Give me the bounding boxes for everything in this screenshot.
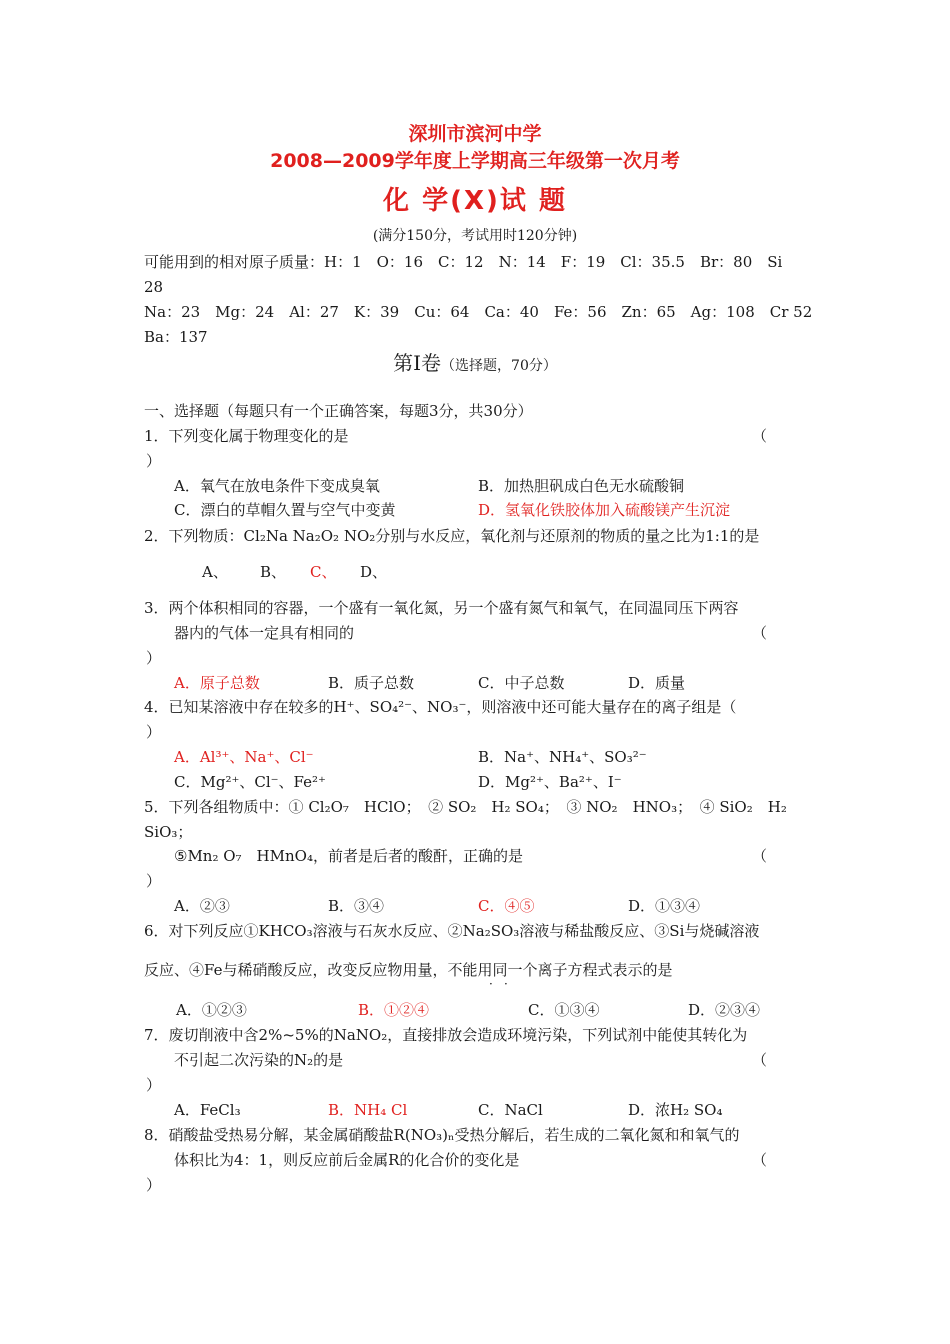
q3-stem-line-1: 3．两个体积相同的容器，一个盛有一氧化氮，另一个盛有氮气和氧气，在同温同压下两容 — [144, 599, 739, 617]
q1-stem: 1．下列变化属于物理变化的是 — [144, 427, 349, 445]
part-one-heading — [0, 351, 950, 378]
q6-option-a: A．①②③ — [176, 1001, 247, 1019]
section-instructions: 一、选择题（每题只有一个正确答案，每题3分，共30分） — [144, 402, 533, 420]
q3-option-a-answer: A．原子总数 — [174, 674, 260, 692]
q6-option-c: C．①③④ — [528, 1001, 600, 1019]
q7-paren-open: （ — [752, 1051, 768, 1069]
atomic-mass-line-1: 可能用到的相对原子质量：H：1 O：16 C：12 N：14 F：19 Cl：35.5 Br：80 Si — [144, 253, 783, 271]
q5-option-d: D．①③④ — [628, 897, 701, 915]
q2-stem: 2．下列物质：Cl₂Na Na₂O₂ NO₂分别与水反应，氧化剂与还原剂的物质的量之比为1:1的是 — [144, 527, 760, 545]
q3-stem-line-2: 器内的气体一定具有相同的 — [174, 624, 355, 642]
q3-paren-open: （ — [752, 624, 768, 642]
part-one-subtitle: （选择题，70分） — [441, 358, 557, 374]
q2-option-d: D、 — [360, 563, 388, 581]
q4-option-d: D．Mg²⁺、Ba²⁺、I⁻ — [478, 773, 622, 791]
q1-option-c: C．漂白的草帽久置与空气中变黄 — [174, 501, 396, 519]
q7-stem-line-2: 不引起二次污染的N₂的是 — [174, 1051, 344, 1069]
q3-option-b: B．质子总数 — [328, 674, 415, 692]
q3-paren-close: ） — [146, 649, 162, 667]
q7-stem-line-1: 7．废切削液中含2%~5%的NaNO₂，直接排放会造成环境污染，下列试剂中能使其转化为 — [144, 1026, 748, 1044]
q6-option-d: D．②③④ — [688, 1001, 761, 1019]
q6-stem-line-1: 6．对下列反应①KHCO₃溶液与石灰水反应、②Na₂SO₃溶液与稀盐酸反应、③Si与烧碱溶液 — [144, 922, 760, 940]
q5-stem-line-2: ⑤Mn₂ O₇ HMnO₄，前者是后者的酸酐，正确的是 — [174, 847, 523, 865]
q6-stem-line-2: 反应、④Fe与稀硝酸反应，改变反应物用量，不能用同一个离子方程式表示的是 — [144, 961, 673, 979]
q5-paren-close: ） — [146, 872, 162, 890]
q6-option-b-answer: B．①②④ — [358, 1001, 430, 1019]
exam-subject-title: 化 学(X)试 题 — [383, 186, 567, 216]
q7-option-a: A．FeCl₃ — [174, 1101, 241, 1119]
q8-stem-line-1: 8．硝酸盐受热易分解，某金属硝酸盐R(NO₃)ₙ受热分解后，若生成的二氧化氮和和氧气的 — [144, 1126, 740, 1144]
school-name: 深圳市滨河中学 — [408, 123, 542, 145]
q5-stem-line-1b: SiO₃； — [144, 823, 193, 841]
q4-option-a-answer: A．Al³⁺、Na⁺、Cl⁻ — [174, 748, 314, 766]
q2-option-c-answer: C、 — [310, 563, 337, 581]
q8-stem-line-2: 体积比为4：1，则反应前后金属R的化合价的变化是 — [174, 1151, 520, 1169]
part-one-title: 第Ⅰ卷 — [393, 351, 442, 375]
q1-paren-close: ） — [146, 452, 162, 470]
q1-paren-open: （ — [752, 427, 768, 445]
emphasis-dot: · — [489, 977, 493, 991]
atomic-mass-line-2: Na：23 Mg：24 Al：27 K：39 Cu：64 Ca：40 Fe：56 Zn：65 Ag：108 Cr 52 — [144, 303, 813, 321]
q5-option-c-answer: C．④⑤ — [478, 897, 535, 915]
q5-option-b: B．③④ — [328, 897, 385, 915]
q7-paren-close: ） — [146, 1076, 162, 1094]
exam-term: 2008—2009学年度上学期高三年级第一次月考 — [270, 150, 680, 172]
q1-option-b: B．加热胆矾成白色无水硫酸铜 — [478, 477, 685, 495]
atomic-mass-line-2b: Ba：137 — [144, 328, 208, 346]
q1-option-a: A．氧气在放电条件下变成臭氧 — [174, 477, 380, 495]
q4-paren-close: ） — [146, 723, 162, 741]
q4-stem: 4．已知某溶液中存在较多的H⁺、SO₄²⁻、NO₃⁻，则溶液中还可能大量存在的离子组是（ — [144, 698, 737, 716]
q3-option-c: C．中子总数 — [478, 674, 565, 692]
q8-paren-close: ） — [146, 1176, 162, 1194]
q4-option-c: C．Mg²⁺、Cl⁻、Fe²⁺ — [174, 773, 326, 791]
q5-stem-line-1: 5．下列各组物质中：① Cl₂O₇ HClO； ② SO₂ H₂ SO₄； ③ NO₂ HNO₃； ④ SiO₂ H₂ — [144, 798, 787, 816]
q7-option-d: D．浓H₂ SO₄ — [628, 1101, 723, 1119]
emphasis-dot: · — [504, 977, 508, 991]
q5-option-a: A．②③ — [174, 897, 230, 915]
q2-option-a: A、 — [202, 563, 228, 581]
q5-paren-open: （ — [752, 847, 768, 865]
atomic-mass-line-1b: 28 — [144, 278, 164, 296]
q7-option-c: C．NaCl — [478, 1101, 543, 1119]
q2-option-b: B、 — [260, 563, 287, 581]
q1-option-d-answer: D．氢氧化铁胶体加入硫酸镁产生沉淀 — [478, 501, 731, 519]
q3-option-d: D．质量 — [628, 674, 686, 692]
q7-option-b-answer: B．NH₄ Cl — [328, 1101, 408, 1119]
q4-option-b: B．Na⁺、NH₄⁺、SO₃²⁻ — [478, 748, 647, 766]
exam-note: (满分150分，考试用时120分钟) — [372, 228, 578, 244]
q8-paren-open: （ — [752, 1151, 768, 1169]
